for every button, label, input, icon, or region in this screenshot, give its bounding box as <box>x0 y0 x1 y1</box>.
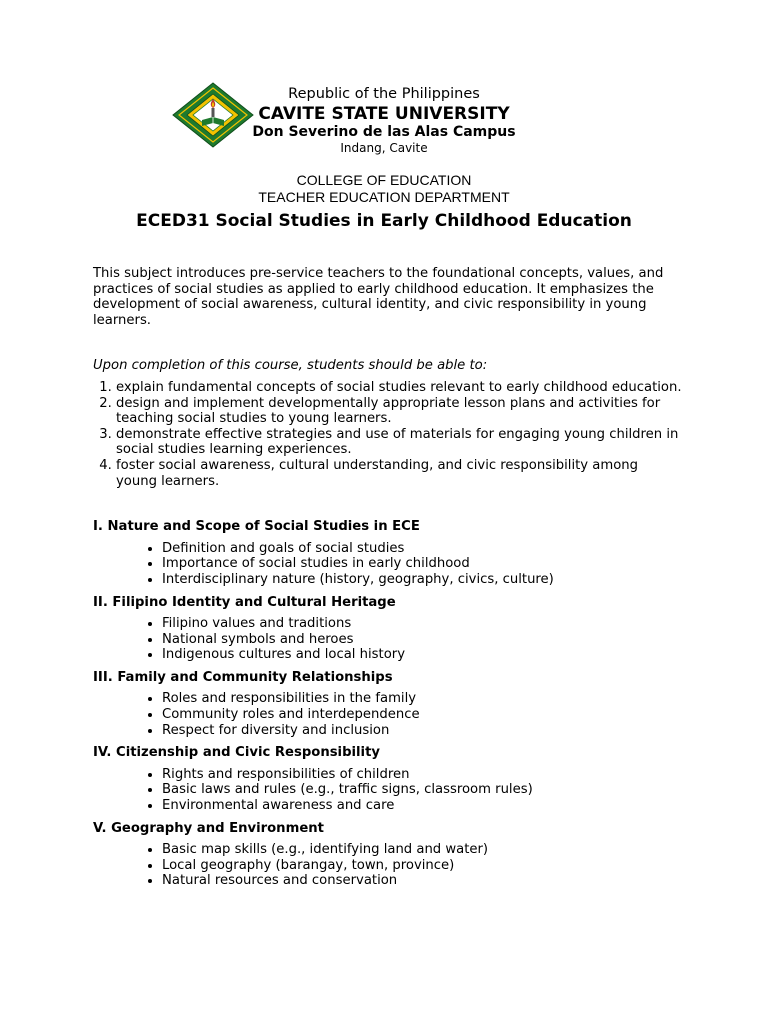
topics-section <box>93 519 683 889</box>
topic-3 <box>93 670 683 738</box>
subtopic-list <box>93 842 683 889</box>
subtopic-item: • Definition and goals of social studies <box>162 541 683 557</box>
course-title: ECED31 Social Studies in Early Childhood Education <box>136 211 632 231</box>
subtopic-list <box>93 691 683 738</box>
outcome-item: 2. design and implement developmentally appropriate lesson plans and activities for teaching social studies to young learners. <box>116 396 683 427</box>
outcome-item: 1. explain fundamental concepts of social studies relevant to early childhood education. <box>116 380 683 396</box>
topic-1 <box>93 519 683 587</box>
subtopic-list <box>93 541 683 588</box>
subtopic-item: • Interdisciplinary nature (history, geography, civics, culture) <box>162 572 683 588</box>
topic-5 <box>93 821 683 889</box>
topic-2 <box>93 595 683 663</box>
subtopic-item: • Local geography (barangay, town, province) <box>162 858 683 874</box>
college-name: COLLEGE OF EDUCATION <box>296 172 472 188</box>
university-name: CAVITE STATE UNIVERSITY <box>258 104 510 124</box>
topic-title: III. Family and Community Relationships <box>93 669 393 685</box>
subtopic-item: • Filipino values and traditions <box>162 616 683 632</box>
outcome-item: 4. foster social awareness, cultural understanding, and civic responsibility among young learners. <box>116 458 683 489</box>
syllabus-content <box>93 266 683 896</box>
course-description: This subject introduces pre-service teachers to the foundational concepts, values, and practices of social studies as applied to early childhood education. It emphasizes the development of social awareness, cultural identity, and civic responsibility in young learners. <box>93 266 664 328</box>
outcomes-list <box>93 380 683 489</box>
subtopic-item: • Community roles and interdependence <box>162 707 683 723</box>
outcome-item: 3. demonstrate effective strategies and use of materials for engaging young children in social studies learning experiences. <box>116 427 683 458</box>
campus-name: Don Severino de las Alas Campus <box>252 124 516 140</box>
subtopic-item: • Indigenous cultures and local history <box>162 647 683 663</box>
subtopic-item: • National symbols and heroes <box>162 632 683 648</box>
department-name: TEACHER EDUCATION DEPARTMENT <box>258 189 510 205</box>
subtopic-list <box>93 767 683 814</box>
topic-title: V. Geography and Environment <box>93 820 324 836</box>
subtopic-item: • Roles and responsibilities in the family <box>162 691 683 707</box>
subtopic-item: • Basic laws and rules (e.g., traffic signs, classroom rules) <box>162 782 683 798</box>
topic-title: IV. Citizenship and Civic Responsibility <box>93 745 380 761</box>
republic-label: Republic of the Philippines <box>288 86 480 102</box>
subtopic-item: • Environmental awareness and care <box>162 798 683 814</box>
topic-4 <box>93 745 683 813</box>
subtopic-item: • Rights and responsibilities of children <box>162 767 683 783</box>
subtopic-item: • Basic map skills (e.g., identifying land and water) <box>162 842 683 858</box>
topic-title: II. Filipino Identity and Cultural Heritage <box>93 594 396 610</box>
subtopic-list <box>93 616 683 663</box>
subtopic-item: • Importance of social studies in early childhood <box>162 556 683 572</box>
outcomes-intro: Upon completion of this course, students should be able to: <box>93 358 488 374</box>
subtopic-item: • Natural resources and conservation <box>162 873 683 889</box>
town-label: Indang, Cavite <box>340 141 428 155</box>
subtopic-item: • Respect for diversity and inclusion <box>162 723 683 739</box>
topic-title: I. Nature and Scope of Social Studies in ECE <box>93 519 420 535</box>
